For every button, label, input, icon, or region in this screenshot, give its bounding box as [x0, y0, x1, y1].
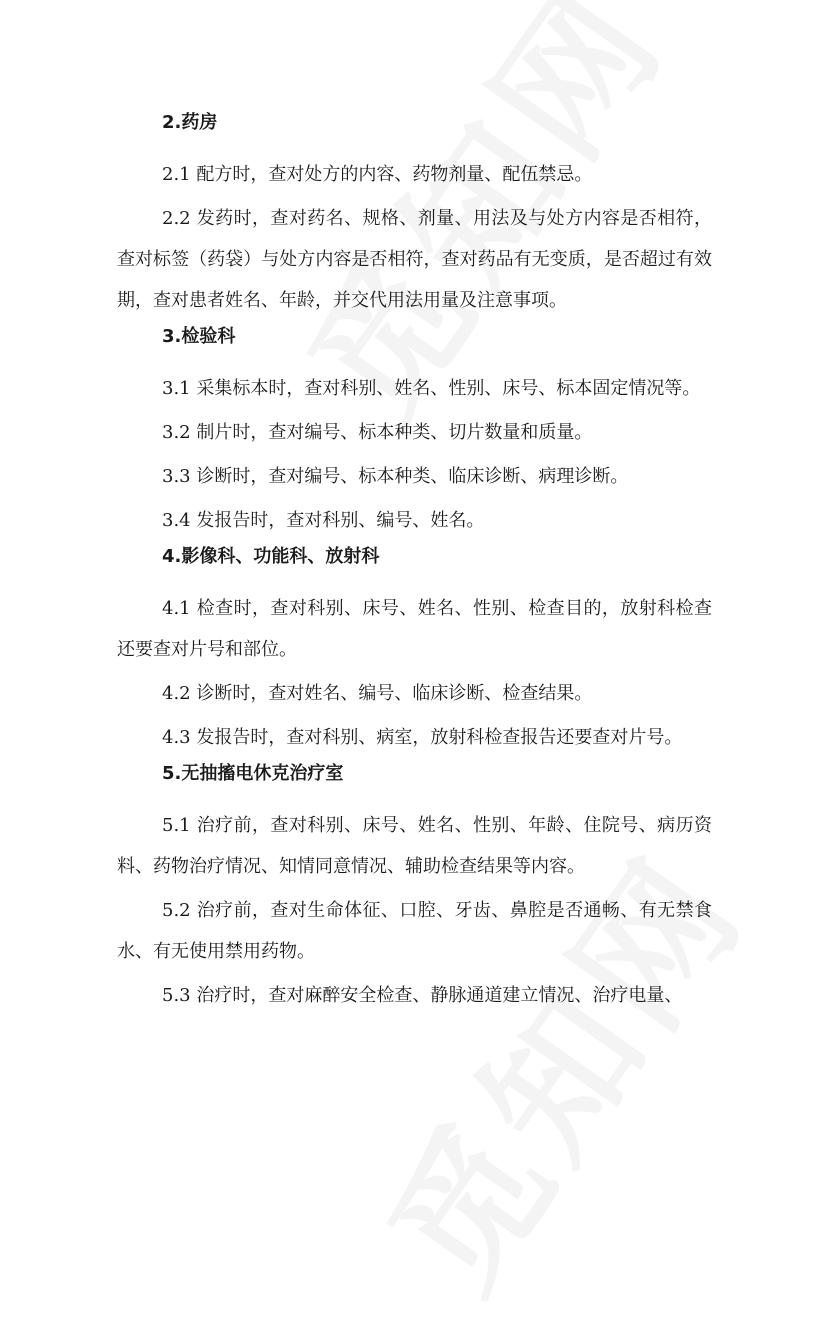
section-heading-laboratory: 3.检验科	[162, 326, 236, 347]
paragraph: 4.3 发报告时，查对科别、病室，放射科检查报告还要查对片号。	[162, 727, 683, 748]
paragraph: 5.1 治疗前，查对科别、床号、姓名、性别、年龄、住院号、病历资料、药物治疗情况、知情同意情况、辅助检查结果等内容。	[117, 815, 712, 877]
paragraph: 5.2 治疗前，查对生命体征、口腔、牙齿、鼻腔是否通畅、有无禁食水、有无使用禁用药物。	[117, 900, 712, 962]
paragraph: 4.1 检查时，查对科别、床号、姓名、性别、检查目的，放射科检查还要查对片号和部位。	[117, 598, 712, 660]
paragraph: 3.1 采集标本时，查对科别、姓名、性别、床号、标本固定情况等。	[162, 378, 701, 399]
paragraph: 3.3 诊断时，查对编号、标本种类、临床诊断、病理诊断。	[162, 466, 629, 487]
paragraph: 2.2 发药时，查对药名、规格、剂量、用法及与处方内容是否相符，查对标签（药袋）与处方内容是否相符，查对药品有无变质，是否超过有效期，查对患者姓名、年龄，并交代用法用量及注意事项。	[117, 208, 712, 311]
paragraph: 4.2 诊断时，查对姓名、编号、临床诊断、检查结果。	[162, 683, 593, 704]
paragraph: 5.3 治疗时，查对麻醉安全检查、静脉通道建立情况、治疗电量、	[162, 985, 683, 1006]
paragraph: 3.4 发报告时，查对科别、编号、姓名。	[162, 510, 485, 531]
paragraph: 2.1 配方时，查对处方的内容、药物剂量、配伍禁忌。	[162, 164, 593, 185]
section-heading-ect-room: 5.无抽搐电休克治疗室	[162, 763, 344, 784]
document-body	[117, 110, 712, 1019]
paragraph: 3.2 制片时，查对编号、标本种类、切片数量和质量。	[162, 422, 593, 443]
section-heading-pharmacy: 2.药房	[162, 112, 218, 133]
section-heading-imaging: 4.影像科、功能科、放射科	[162, 546, 380, 567]
